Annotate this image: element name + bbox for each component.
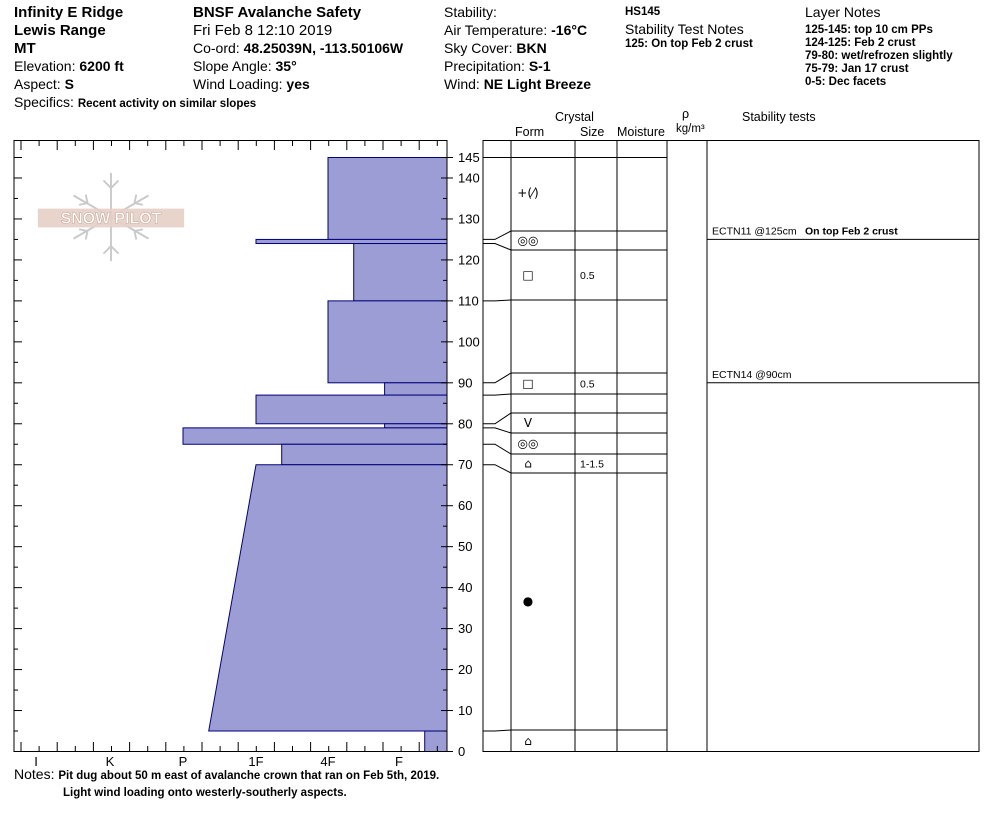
y-tick-label: 130	[458, 211, 480, 227]
x-tick-label: K	[105, 754, 115, 769]
hardness-bar	[282, 444, 447, 464]
grain-form-symbol: +(⁄)	[517, 186, 539, 200]
org-name: BNSF Avalanche Safety	[193, 4, 362, 21]
y-tick-label: 140	[458, 170, 480, 186]
x-tick-label: F	[395, 754, 403, 769]
hardness-bar	[328, 158, 447, 240]
hardness-profile	[183, 158, 447, 752]
grain-size: 1-1.5	[580, 458, 604, 471]
y-tick-label: 100	[458, 334, 480, 350]
hardness-bar	[385, 424, 447, 428]
location-name: Infinity E Ridge	[14, 4, 124, 21]
y-tick-label: 110	[458, 293, 479, 309]
hardness-bar	[183, 428, 447, 444]
hardness-bar	[209, 465, 447, 731]
watermark-text: SNOW PILOT	[60, 210, 162, 228]
y-tick-label: 50	[458, 539, 473, 555]
notes-row: Notes: Pit dug about 50 m east of avalanche crown that ran on Feb 5th, 2019.	[14, 766, 440, 782]
stability-note: 125: On top Feb 2 crust	[625, 38, 753, 50]
stability-notes-title: Stability Test Notes	[625, 21, 744, 37]
y-tick-label: 70	[458, 457, 473, 473]
hardness-bar	[385, 383, 447, 395]
sky-row: Sky Cover: BKN	[444, 40, 547, 56]
wind-row: Wind: NE Light Breeze	[444, 76, 592, 92]
form-header: Form	[515, 125, 545, 139]
y-tick-label: 120	[458, 252, 480, 268]
grain-form-symbol: V	[523, 416, 533, 430]
layer-note: 125-145: top 10 cm PPs	[805, 24, 933, 36]
layer-note: 75-79: Jan 17 crust	[805, 63, 909, 75]
y-tick-label: 10	[458, 703, 473, 719]
grain-form-symbol: ●	[522, 594, 534, 608]
stability-test-label: ECTN11 @125cm	[712, 225, 797, 238]
grain-form-symbol: □	[522, 268, 534, 282]
size-header: Size	[580, 125, 605, 139]
density-unit: kg/m³	[676, 123, 705, 135]
stability-test-note: On top Feb 2 crust	[805, 225, 898, 238]
hardness-bar	[354, 244, 447, 301]
layer-note: 124-125: Feb 2 crust	[805, 37, 916, 49]
elevation-row: Elevation: 6200 ft	[14, 58, 124, 74]
stability-row: Stability:	[444, 4, 497, 20]
rho-header: ρ	[682, 107, 690, 121]
grain-form-symbol: ⌂	[524, 456, 532, 471]
layer-note: 0-5: Dec facets	[805, 76, 887, 88]
y-tick-label: 40	[458, 580, 473, 596]
x-tick-label: 1F	[248, 754, 264, 769]
notes-line-2: Light wind loading onto westerly-southerly aspects.	[63, 787, 347, 799]
hardness-bar	[256, 395, 447, 424]
coord-row: Co-ord: 48.25039N, -113.50106W	[193, 40, 404, 56]
hardness-bar	[328, 301, 447, 383]
y-tick-label: 30	[458, 621, 473, 637]
crystal-header: Crystal	[555, 110, 594, 124]
y-tick-label: 60	[458, 498, 473, 514]
stability-tests-header: Stability tests	[742, 110, 816, 124]
hs-label: HS145	[625, 6, 661, 18]
range-name: Lewis Range	[14, 22, 106, 39]
x-tick-label: 4F	[320, 754, 336, 769]
layer-note: 79-80: wet/refrozen slightly	[805, 50, 953, 62]
hardness-bar	[425, 731, 447, 751]
state-name: MT	[14, 40, 36, 57]
datetime: Fri Feb 8 12:10 2019	[193, 22, 333, 39]
specifics-row: Specifics: Recent activity on similar slopes	[14, 94, 257, 110]
grain-form-symbol: ⌂	[524, 733, 532, 748]
grain-form-symbol: ◎◎	[517, 436, 539, 451]
y-tick-label: 90	[458, 375, 473, 391]
x-tick-label: P	[178, 754, 188, 769]
moisture-header: Moisture	[617, 125, 665, 139]
y-tick-label: 20	[458, 662, 473, 678]
stability-test-label: ECTN14 @90cm	[712, 368, 792, 381]
air-temp-row: Air Temperature: -16°C	[444, 22, 588, 38]
layer-notes-title: Layer Notes	[805, 4, 881, 20]
hardness-bar	[256, 239, 447, 243]
grain-size: 0.5	[580, 270, 595, 282]
x-tick-label: I	[34, 754, 38, 769]
wind-loading-row: Wind Loading: yes	[193, 76, 310, 92]
y-tick-label: 145	[458, 150, 480, 165]
y-tick-label: 80	[458, 416, 473, 432]
y-tick-label: 0	[458, 744, 466, 759]
precip-row: Precipitation: S-1	[444, 58, 551, 74]
grain-size: 0.5	[580, 378, 595, 391]
grain-form-symbol: □	[522, 376, 534, 391]
aspect-row: Aspect: S	[14, 76, 74, 92]
slope-row: Slope Angle: 35°	[193, 58, 297, 74]
grain-form-symbol: ◎◎	[517, 233, 539, 248]
